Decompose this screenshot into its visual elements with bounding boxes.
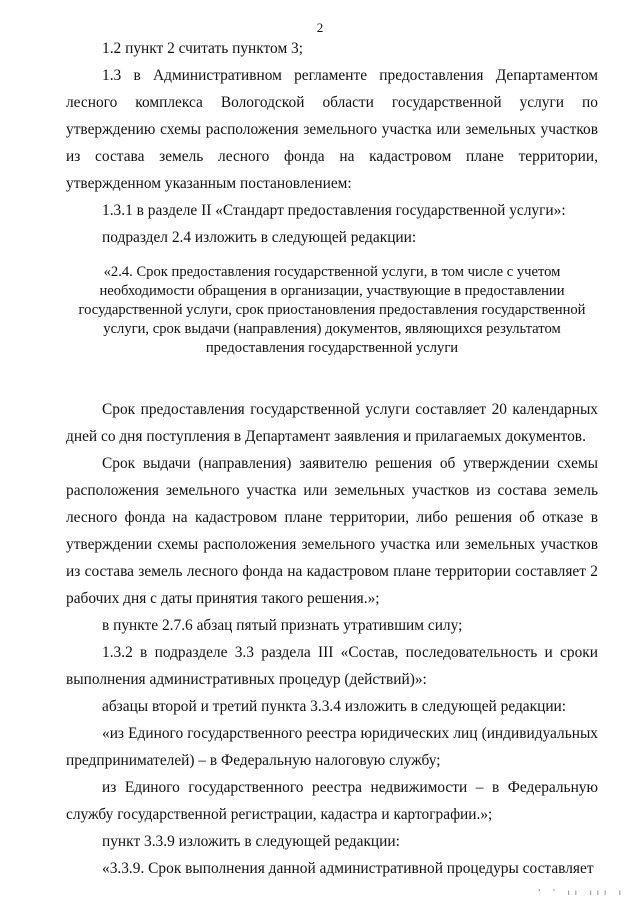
- paragraph-3-3-4: абзацы второй и третий пункта 3.3.4 изложить в следующей редакции:: [102, 698, 567, 715]
- heading-line: государственной услуги, срок приостановления предоставления государственной: [78, 302, 586, 318]
- heading-line: предоставления государственной услуги: [205, 340, 459, 356]
- subsection-heading-2-4: [66, 263, 598, 358]
- paragraph-1-3-2: 1.3.2 в подразделе 3.3 раздела III «Состав, последовательность и сроки выполнения административных процедур (действий)»:: [66, 644, 598, 688]
- page-number: 2: [316, 20, 324, 35]
- heading-line: необходимости обращения в организации, участвующие в предоставлении: [99, 283, 565, 299]
- document-body: [66, 35, 598, 882]
- heading-line: «2.4. Срок предоставления государственной услуги, в том числе с учетом: [103, 264, 561, 280]
- paragraph-2-7-6: в пункте 2.7.6 абзац пятый признать утратившим силу;: [102, 617, 463, 634]
- paragraph-item-1-2: 1.2 пункт 2 считать пунктом 3;: [102, 40, 304, 57]
- paragraph-3-3-9-text: «3.3.9. Срок выполнения данной административной процедуры составляет: [102, 860, 594, 877]
- heading-line: услуги, срок выдачи (направления) документов, являющихся результатом: [103, 321, 561, 337]
- paragraph-subsection-2-4: подраздел 2.4 изложить в следующей редакции:: [102, 229, 417, 246]
- paragraph-egrn: из Единого государственного реестра недвижимости – в Федеральную службу государственной регистрации, кадастра и картографии.»;: [66, 779, 598, 823]
- paragraph-service-term: Срок предоставления государственной услуги составляет 20 календарных дней со дня поступления в Департамент заявления и прилагаемых документов.: [66, 401, 598, 445]
- spacer: [66, 358, 598, 396]
- paragraph-item-1-3-1: 1.3.1 в разделе II «Стандарт предоставления государственной услуги»:: [102, 202, 566, 219]
- paragraph-3-3-9: пункт 3.3.9 изложить в следующей редакции:: [102, 833, 400, 850]
- paragraph-egrul: «из Единого государственного реестра юридических лиц (индивидуальных предпринимателей) – в Федеральную налоговую службу;: [66, 725, 598, 769]
- paragraph-issue-term: Срок выдачи (направления) заявителю решения об утверждении схемы расположения земельного участка или земельных участков из состава земель лесного фонда на кадастровом плане территории, либо решения об отказе в утверждении схемы расположения земельного участка или земельных участков из состава земель лесного фонда на кадастровом плане территории составляет 2 рабочих дня с даты принятия такого решения.»;: [66, 455, 598, 607]
- paragraph-item-1-3: 1.3 в Административном регламенте предоставления Департаментом лесного комплекса Вологодской области государственной услуги по утверждению схемы расположения земельного участка или земельных участков из состава земель лесного фонда на кадастровом плане территории, утвержденном указанным постановлением:: [66, 67, 598, 192]
- footer-marks: ' ' ıı ııı ı: [538, 888, 626, 897]
